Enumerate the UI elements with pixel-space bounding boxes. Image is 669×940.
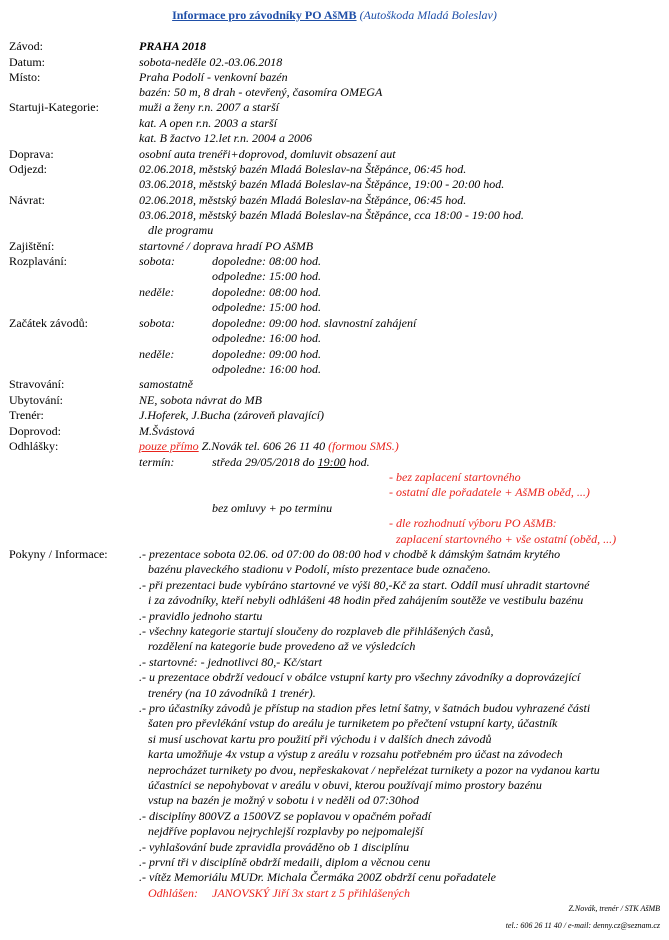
label-doprava: Doprava: [9, 147, 54, 161]
value-navrat-3: dle programu [148, 223, 214, 237]
pokyny-line: i za závodníky, kteří nebyli odhlášeni 48 hodin před zahájením soutěže ve vestibulu bazénu [148, 593, 584, 607]
pokyny-line: .- vyhlašování bude zpravidla prováděno ob 1 disciplínu [139, 840, 410, 854]
pokyny-line: .- při prezentaci bude vybíráno startovné ve výši 80,-Kč za start. Oddíl musí uhradit startovné [139, 578, 590, 592]
pokyny-line: nejdříve poplavou nejrychlejší rozplavby po nejpomalejší [148, 824, 424, 838]
pokyny-line: trenéry (na 10 závodníků 1 trenér). [148, 686, 316, 700]
rozplavani-row: dopoledne: 08:00 hod. [212, 254, 321, 268]
pokyny-line: .- pravidlo jednoho startu [139, 609, 263, 623]
label-ubytovani: Ubytování: [9, 393, 63, 407]
value-zajisteni: startovné / doprava hradí PO AšMB [139, 239, 314, 253]
pokyny-line: .- pro účastníky závodů je přístup na stadion přes letní šatny, v šatnách budou vyhrazené části [139, 701, 591, 715]
value-misto-1: Praha Podolí - venkovní bazén [139, 70, 288, 84]
label-kategorie: Startuji-Kategorie: [9, 100, 99, 114]
odhlasky-term-date: středa 29/05/2018 do [212, 455, 318, 469]
pokyny-line: neprocházet turnikety po dvou, nepřeskakovat / nepřelézat turnikety a pozor na vydanou kartu [148, 763, 600, 777]
label-odhlasky: Odhlášky: [9, 439, 59, 453]
pokyny-line: .- všechny kategorie startují sloučeny do rozplaveb dle přihlášených časů, [139, 624, 494, 638]
footer-signature: Z.Novák, trenér / STK AšMB [568, 904, 660, 913]
label-datum: Datum: [9, 55, 45, 69]
odhlasky-term-time: 19:00 [317, 455, 346, 469]
value-datum: sobota-neděle 02.-03.06.2018 [139, 55, 283, 69]
pokyny-line: .- vítěz Memoriálu MUDr. Michala Čermáka 200Z obdrží cenu pořadatele [139, 870, 496, 884]
pokyny-line: si musí uschovat kartu pro použití při východu i v dalších dnech závodů [148, 732, 492, 746]
label-trener: Trenér: [9, 408, 44, 422]
rozplavani-day-saturday: sobota: [139, 254, 175, 268]
odhlasky-note: - bez zaplacení startovného [389, 470, 521, 484]
zacatek-row: dopoledne: 09:00 hod. slavnostní zahájení [212, 316, 417, 330]
odhlasky-form: (formou SMS.) [328, 439, 399, 453]
zacatek-day-sunday: neděle: [139, 347, 175, 361]
pokyny-line: .- první tři v disciplíně obdrží medaili, diplom a věcnou cenu [139, 855, 431, 869]
zacatek-row: odpoledne: 16:00 hod. [212, 362, 321, 376]
value-kategorie-1: muži a ženy r.n. 2007 a starší [139, 100, 280, 114]
label-misto: Místo: [9, 70, 41, 84]
value-misto-2: bazén: 50 m, 8 drah - otevřený, časomíra OMEGA [139, 85, 383, 99]
value-doprava: osobní auta trenéři+doprovod, domluvit obsazení aut [139, 147, 396, 161]
pokyny-line: .- startovné: - jednotlivci 80,- Kč/start [139, 655, 322, 669]
odhlasky-term-label: termín: [139, 455, 175, 469]
value-stravovani: samostatně [139, 377, 193, 391]
odhlasky-term [212, 455, 370, 470]
rozplavani-day-sunday: neděle: [139, 285, 175, 299]
odhlasky-no-agreement: bez omluvy + po terminu [212, 501, 333, 515]
pokyny-line: šaten pro převlékání vstup do areálu je turniketem po přečtení vstupní karty, účastník [148, 716, 558, 730]
value-trener: J.Hoferek, J.Bucha (zároveň plavající) [139, 408, 325, 422]
pokyny-line: účastníci se nepohybovat v areálu v obuvi, kterou používají mimo prostory bazénu [148, 778, 542, 792]
value-odjezd-1: 02.06.2018, městský bazén Mladá Boleslav-na Štěpánce, 06:45 hod. [139, 162, 467, 176]
pokyny-line: rozdělení na kategorie bude provedeno až ve výsledcích [148, 639, 416, 653]
document-header [0, 8, 669, 23]
pokyny-line: .- prezentace sobota 02.06. od 07:00 do 08:00 hod v chodbě k dámským šatnám krytého [139, 547, 561, 561]
value-kategorie-3: kat. B žactvo 12.let r.n. 2004 a 2006 [139, 131, 312, 145]
label-doprovod: Doprovod: [9, 424, 61, 438]
label-zajisteni: Zajištění: [9, 239, 55, 253]
footer-contact: tel.: 606 26 11 40 / e-mail: denny.cz@seznam.cz [505, 921, 660, 930]
odhlasky-only-direct: pouze přímo [139, 439, 199, 453]
zacatek-row: odpoledne: 16:00 hod. [212, 331, 321, 345]
rozplavani-row: dopoledne: 08:00 hod. [212, 285, 321, 299]
label-odjezd: Odjezd: [9, 162, 47, 176]
document-subtitle: (Autoškoda Mladá Boleslav) [359, 8, 497, 22]
odhlasky-note: - ostatní dle pořadatele + AšMB oběd, ...) [389, 485, 590, 499]
odhlasen-label: Odhlášen: [148, 886, 198, 900]
rozplavani-row: odpoledne: 15:00 hod. [212, 300, 321, 314]
rozplavani-row: odpoledne: 15:00 hod. [212, 269, 321, 283]
odhlasky-note: zaplacení startovného + vše ostatní (oběd, ...) [396, 532, 617, 546]
value-navrat-2: 03.06.2018, městský bazén Mladá Boleslav-na Štěpánce, cca 18:00 - 19:00 hod. [139, 208, 524, 222]
odhlasky-note: - dle rozhodnutí výboru PO AšMB: [389, 516, 557, 530]
label-zavod: Závod: [9, 39, 43, 53]
pokyny-line: .- u prezentace obdrží vedoucí v obálce vstupní karty pro všechny závodníky a doprovázející [139, 670, 581, 684]
value-doprovod: M.Švástová [139, 424, 195, 438]
label-pokyny: Pokyny / Informace: [9, 547, 108, 561]
odhlasky-line [139, 439, 399, 454]
pokyny-line: .- disciplíny 800VZ a 1500VZ se poplavou v opačném pořadí [139, 809, 431, 823]
value-ubytovani: NE, sobota návrat do MB [139, 393, 262, 407]
pokyny-line: bazénu plaveckého stadionu v Podolí, místo prezentace bude označeno. [148, 562, 491, 576]
value-kategorie-2: kat. A open r.n. 2003 a starší [139, 116, 277, 130]
value-odjezd-2: 03.06.2018, městský bazén Mladá Boleslav-na Štěpánce, 19:00 - 20:00 hod. [139, 177, 505, 191]
label-rozplavani: Rozplavání: [9, 254, 67, 268]
zacatek-row: dopoledne: 09:00 hod. [212, 347, 321, 361]
odhlasen-text: JANOVSKÝ Jiří 3x start z 5 přihlášených [212, 886, 410, 900]
label-stravovani: Stravování: [9, 377, 65, 391]
pokyny-line: vstup na bazén je možný v sobotu i v neděli od 07:30hod [148, 793, 419, 807]
zacatek-day-saturday: sobota: [139, 316, 175, 330]
label-zacatek: Začátek závodů: [9, 316, 88, 330]
value-navrat-1: 02.06.2018, městský bazén Mladá Boleslav-na Štěpánce, 06:45 hod. [139, 193, 467, 207]
pokyny-line: karta umožňuje 4x vstup a výstup z areálu v rozsahu potřebném pro účast na závodech [148, 747, 563, 761]
odhlasky-contact: Z.Novák tel. 606 26 11 40 [201, 439, 326, 453]
label-navrat: Návrat: [9, 193, 45, 207]
value-zavod: PRAHA 2018 [139, 39, 207, 53]
odhlasky-term-suffix: hod. [345, 455, 370, 469]
document-title: Informace pro závodníky PO AšMB [172, 8, 357, 22]
